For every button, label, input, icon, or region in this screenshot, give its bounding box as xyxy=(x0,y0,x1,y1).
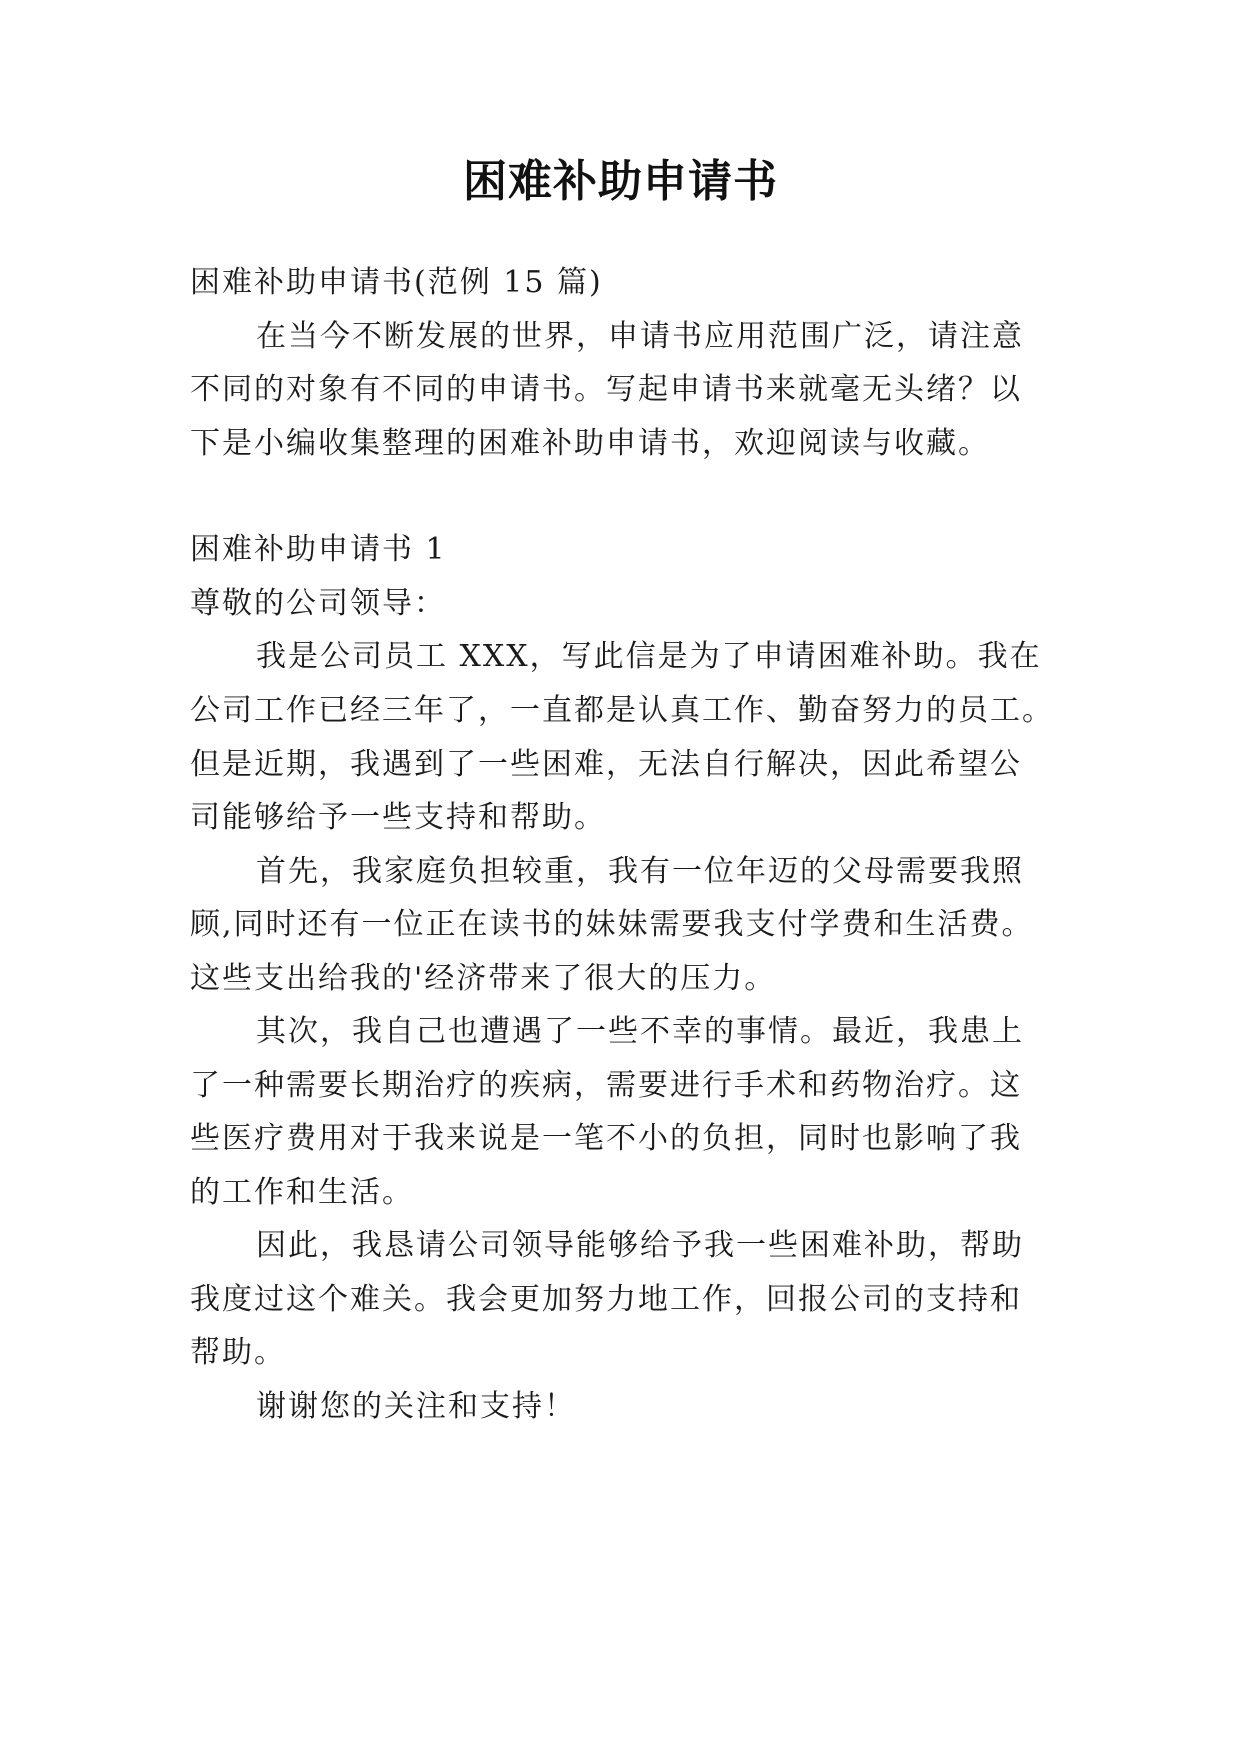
paragraph-line: 但是近期，我遇到了一些困难，无法自行解决，因此希望公 xyxy=(190,747,1022,782)
paragraph-line: 因此，我恳请公司领导能够给予我一些困难补助，帮助 xyxy=(256,1228,1024,1263)
paragraph-line: 了一种需要长期治疗的疾病，需要进行手术和药物治疗。这 xyxy=(190,1068,1022,1103)
section-heading: 困难补助申请书 1 xyxy=(190,532,447,567)
paragraph-line: 顾,同时还有一位正在读书的妹妹需要我支付学费和生活费。 xyxy=(190,907,1034,942)
salutation: 尊敬的公司领导： xyxy=(190,586,446,621)
paragraph-line: 我度过这个难关。我会更加努力地工作，回报公司的支持和 xyxy=(190,1282,1022,1317)
paragraph-line: 些医疗费用对于我来说是一笔不小的负担，同时也影响了我 xyxy=(190,1121,1022,1156)
paragraph-line: 帮助。 xyxy=(190,1335,286,1370)
closing-line: 谢谢您的关注和支持！ xyxy=(256,1389,576,1424)
intro-line: 下是小编收集整理的困难补助申请书，欢迎阅读与收藏。 xyxy=(190,426,990,461)
paragraph-line: 司能够给予一些支持和帮助。 xyxy=(190,800,606,835)
paragraph-line: 其次，我自己也遭遇了一些不幸的事情。最近，我患上 xyxy=(256,1014,1024,1049)
paragraph-line: 首先，我家庭负担较重，我有一位年迈的父母需要我照 xyxy=(256,854,1024,889)
intro-line: 不同的对象有不同的申请书。写起申请书来就毫无头绪？以 xyxy=(190,372,1022,407)
paragraph-line: 的工作和生活。 xyxy=(190,1175,414,1210)
paragraph-line: 这些支出给我的'经济带来了很大的压力。 xyxy=(190,961,777,996)
intro-line: 在当今不断发展的世界，申请书应用范围广泛，请注意 xyxy=(256,319,1024,354)
paragraph-line: 我是公司员工 XXX，写此信是为了申请困难补助。我在 xyxy=(256,639,1042,674)
document-subtitle: 困难补助申请书(范例 15 篇) xyxy=(190,265,603,300)
page-title: 困难补助申请书 xyxy=(463,156,778,207)
paragraph-line: 公司工作已经三年了，一直都是认真工作、勤奋努力的员工。 xyxy=(190,693,1054,728)
